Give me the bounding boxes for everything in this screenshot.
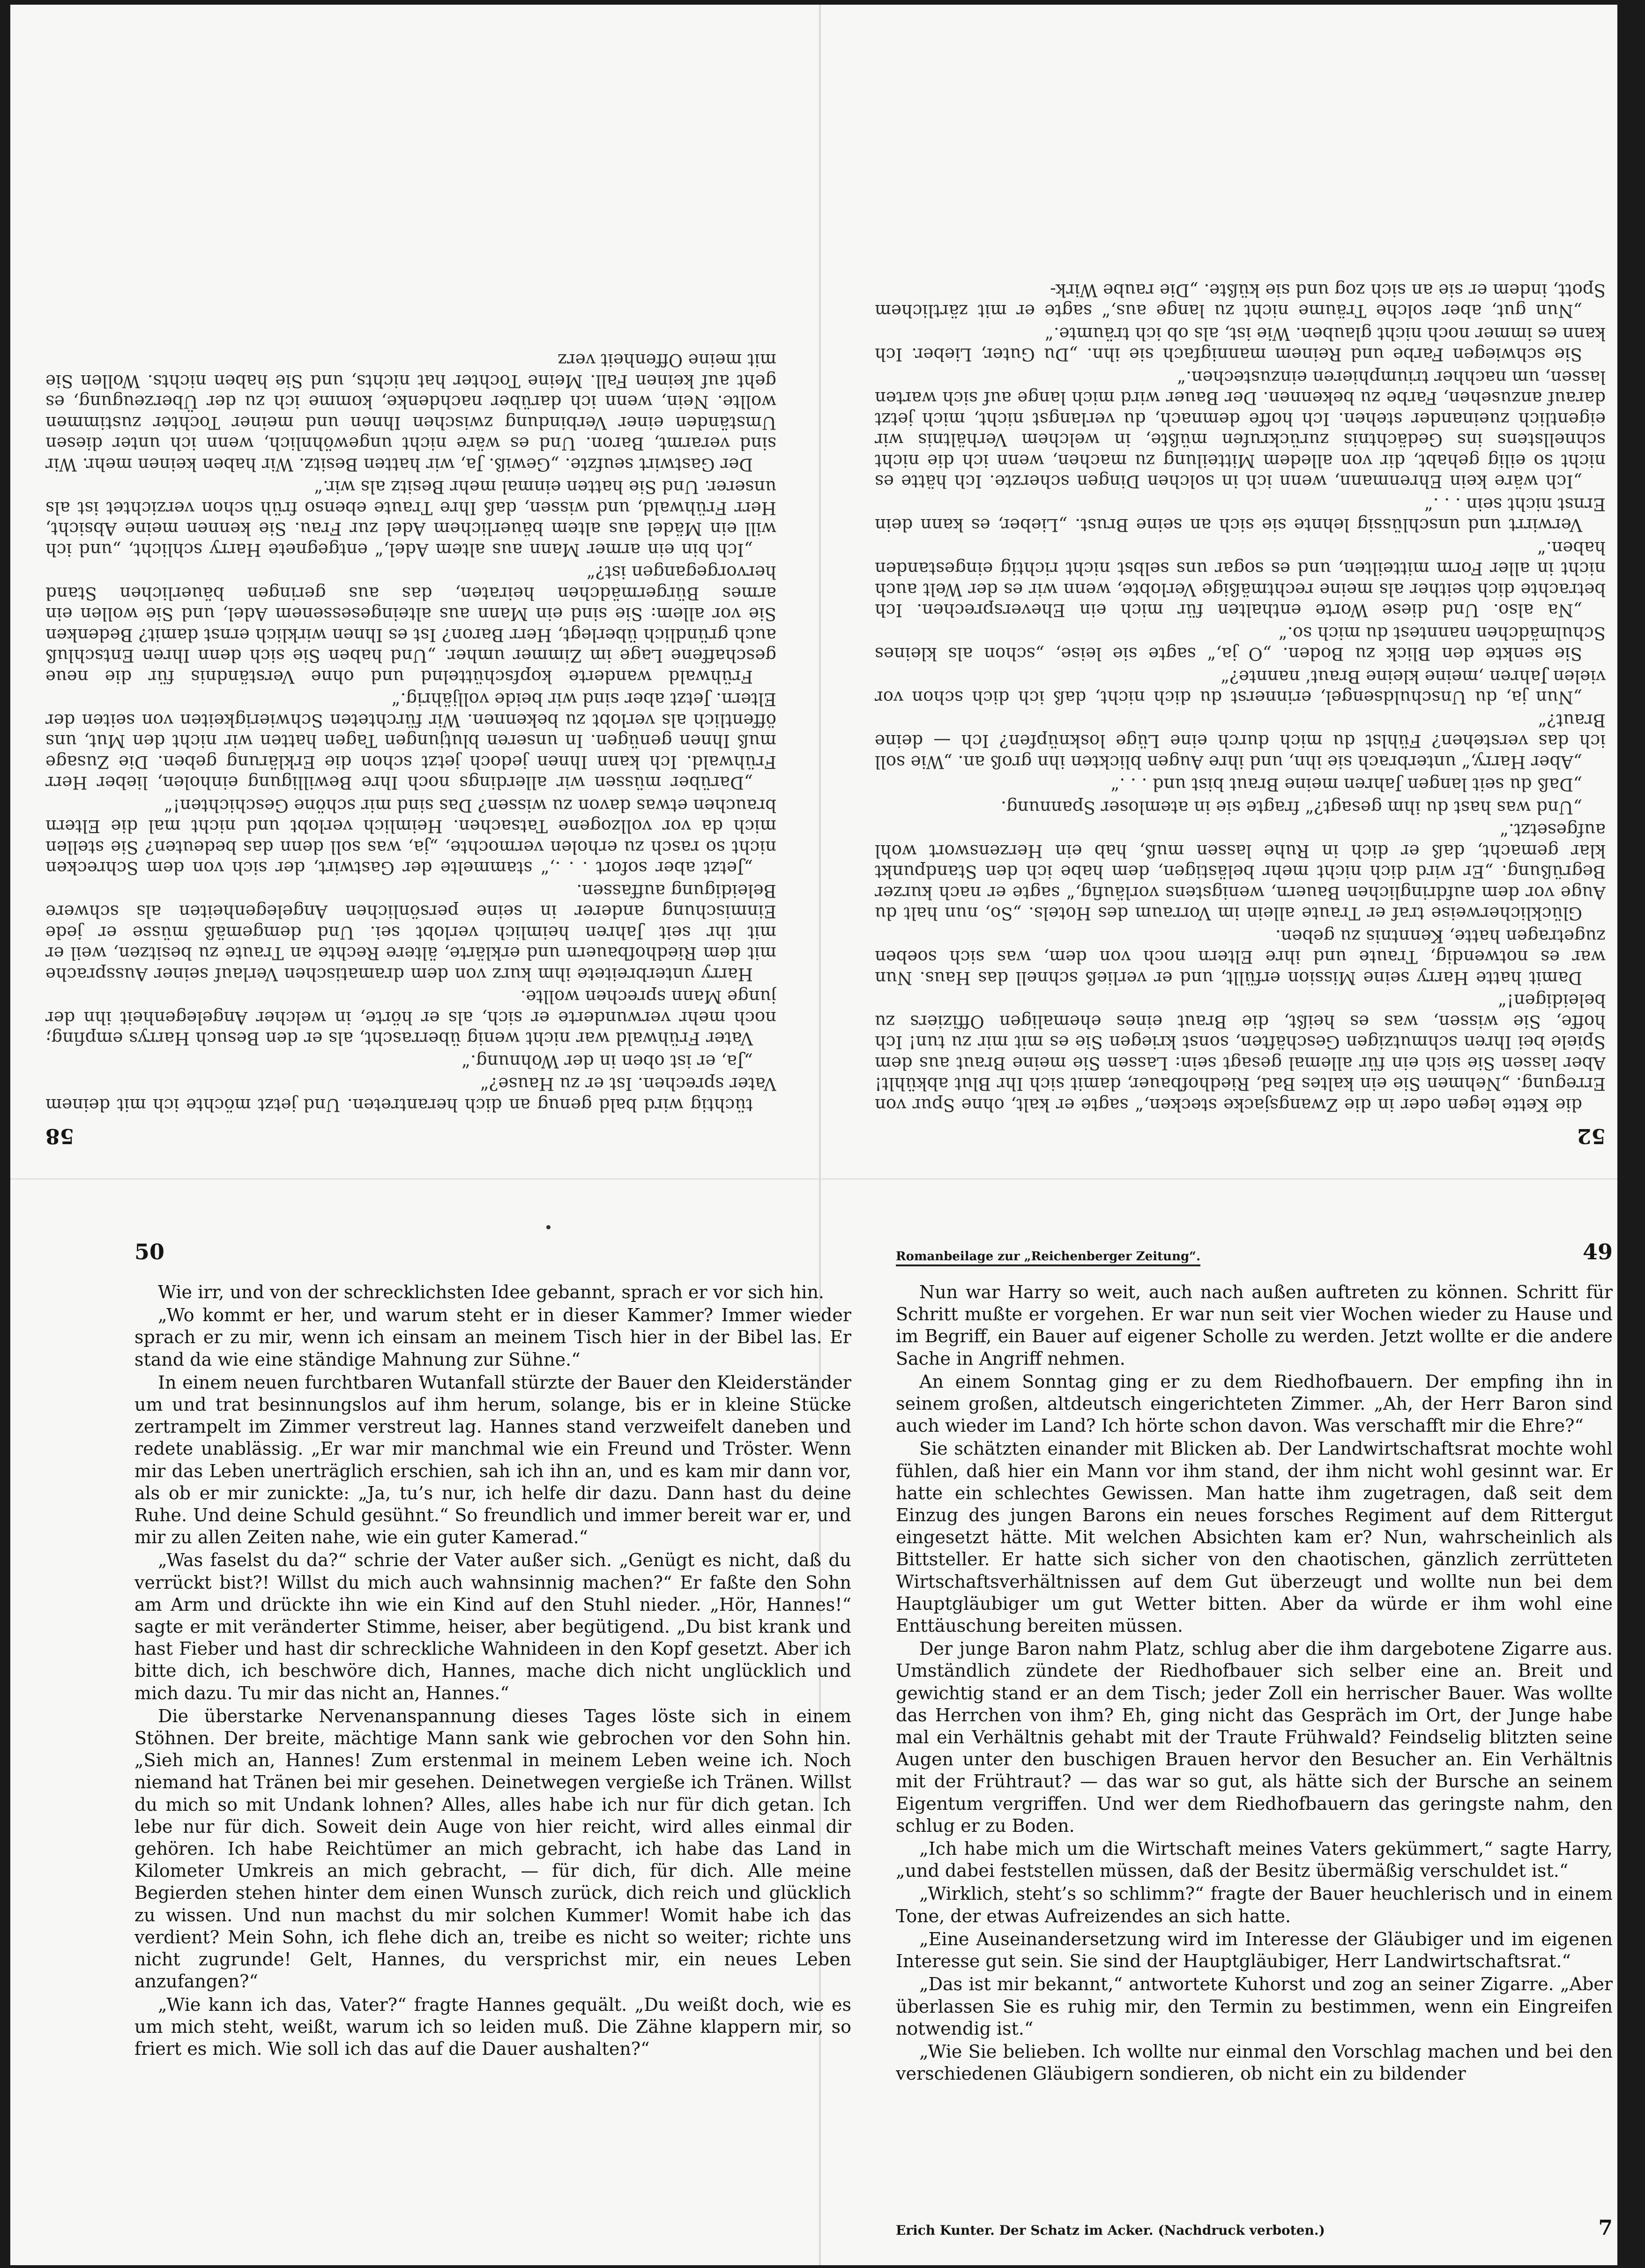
paragraph: „Ich bin ein armer Mann aus altem Adel,“ entgegnete Harry schlicht, „und ich will ein Mädel aus altem bäuerlichem Adel zur Frau. Sie kennen meine Absicht, Herr Frühwald, und wissen, daß Ihre Traute ebenso früh schon verzichtet ist als unserer. Und Sie hatten einmal mehr Besitz als wir.“ (45, 477, 776, 560)
paragraph: „Darüber müssen wir allerdings noch Ihre Bewilligung einholen, lieber Herr Frühwald. Ich kann Ihnen jedoch jetzt schon die Erklärung geben. Die Zusage muß Ihnen genügen. In unseren blutjungen Tagen hatten wir nicht den Mut, uns öffentlich als verlobt zu bekennen. Wir fürchteten Schwierigkeiten von seiten der Eltern. Jetzt aber sind wir beide volljährig.“ (45, 689, 776, 793)
paragraph: Sie senkte den Blick zu Boden. „O ja,“ sagte sie leise, „schon als kleines Schulmädchen nanntest du mich so.“ (875, 623, 1606, 664)
paragraph: „Wo kommt er her, und warum steht er in dieser Kammer? Immer wieder sprach er zu mir, wenn ich einsam an meinem Tisch hier in der Bibel las. Er stand da wie eine ständige Mahnung zur Sühne.“ (134, 1305, 851, 1370)
paragraph: „Nun ja, du Unschuldsengel, erinnerst du dich nicht, daß ich dich schon vor vielen Jahren ‚meine kleine Braut‘ nannte?“ (875, 667, 1606, 708)
upside-down-page-58 (45, 5, 776, 1148)
paragraph: „Und was hast du ihm gesagt?“ fragte sie in atemloser Spannung. (1001, 797, 1582, 818)
paragraph: In einem neuen furchtbaren Wutanfall stürzte der Bauer den Kleiderständer um und trat besinnungslos auf ihm herum, solange, bis er in kleine Stücke zertrampelt im Zimmer verstreut lag. Hannes stand verzweifelt daneben und redete unablässig. „Er war mir manchmal wie ein Freund und Tröster. Wenn mir das Leben unerträglich erschien, sah ich ihn an, und es kam mir dann vor, als ob er mir zunickte: „Ja, tu’s nur, ich helfe dir dazu. Dann hast du deine Ruhe. Und deine Schuld gesühnt.“ So freundlich und immer bereit war er, und mir zu allen Zeiten nahe, wie ein guter Kamerad.“ (134, 1372, 851, 1548)
page-footer (896, 2216, 1613, 2240)
paragraph: Der junge Baron nahm Platz, schlug aber die ihm dargebotene Zigarre aus. Umständlich zündete der Riedhofbauer sich selber eine an. Breit und gewichtig stand er an dem Tisch; jeder Zoll ein herrischer Bauer. Was wollte das Herrchen von ihm? Eh, ging nicht das Gespräch im Ort, der Junge habe mal ein Verhältnis gehabt mit der Traute Frühwald? Feindselig blitzten seine Augen unter den buschigen Brauen hervor den Besucher an. Ein Verhältnis mit der Frühtraut? — das war so gut, als hätte sich der Bursche an seinem Eigentum vergriffen. Und wer dem Riedhofbauern das geringste nahm, den schlug er zu Boden. (896, 1638, 1613, 1836)
page-text (875, 280, 1606, 1115)
paragraph: Sie schwiegen Farbe und Reinem mannigfach sie ihn. „Du Guter, Lieber. Ich kann es immer noch nicht glauben. Wie ist, als ob ich träumte.“ (875, 324, 1606, 365)
paragraph: Die überstarke Nervenanspannung dieses Tages löste sich in einem Stöhnen. Der breite, mächtige Mann sank wie gebrochen vor den Sohn hin. „Sieh mich an, Hannes! Zum erstenmal in meinem Leben weine ich. Noch niemand hat Tränen bei mir gesehen. Deinetwegen vergieße ich Tränen. Willst du mich so mit Undank lohnen? Alles, alles habe ich nur für dich getan. Ich lebe nur für dich. Soweit dein Auge von hier reicht, wird alles einmal dir gehören. Ich habe Reichtümer an mich gebracht, ich habe das Land in Kilometer Umkreis an mich gebracht, — für dich, für dich. Alle meine Begierden stehen hinter dem einen Wunsch zurück, dich reich und glücklich zu wissen. Und nun machst du mir solchen Kummer! Womit habe ich das verdient? Mein Sohn, ich flehe dich an, treibe es nicht so weiter; richte uns nicht zugrunde! Gelt, Hannes, du versprichst mir, ein neues Leben anzufangen?“ (134, 1705, 851, 1992)
paragraph: „Was faselst du da?“ schrie der Vater außer sich. „Genügt es nicht, daß du verrückt bist?! Willst du mich auch wahnsinnig machen?“ Er faßte den Sohn am Arm und drückte ihn wie ein Kind auf den Stuhl nieder. „Hör, Hannes!“ sagte er mit veränderter Stimme, heiser, aber begütigend. „Du bist krank und hast Fieber und hast dir schreckliche Wahnideen in den Kopf gesetzt. Aber ich bitte dich, ich beschwöre dich, Hannes, mache dich nicht unglücklich und mich dazu. Tu mir das nicht an, Hannes.“ (134, 1550, 851, 1703)
paragraph: Harry unterbreitete ihm kurz von dem dramatischen Verlauf seiner Aussprache mit dem Riedhofbauern und erklärte, ältere Rechte an Traute zu besitzen, weil er mit ihr seit Jahren heimlich verlobt sei. Und demgemäß müsse er jede Einmischung anderer in seine persönlichen Angelegenheiten als schwere Beleidigung auffassen. (45, 881, 776, 984)
paragraph: „Ich wäre kein Ehrenmann, wenn ich in solchen Dingen scherzte. Ich hätte es nicht so eilig gehabt, dir von alledem Mitteilung zu machen, wenn ich die nicht schnellstens ins Gedächtnis zurückrufen müßte, in welchem Verhältnis wir eigentlich zueinander stehen. Ich hoffe demnach, du verlangst nicht, mich jetzt darauf anzusehen, Farbe zu bekennen. Der Bauer wird mich lange auf sich warten lassen, um nachher triumphieren einzustechen.“ (875, 367, 1606, 492)
paragraph: „Aber Harry,“ unterbrach sie ihn, und ihre Augen blickten ihn groß an. „Wie soll ich das verstehen? Fühlst du mich durch eine Lüge losknüpfen? Ich — deine Braut?“ (875, 710, 1606, 772)
paragraph: tüchtig wird bald genug an dich herantreten. Und jetzt möchte ich mit deinem Vater sprechen. Ist er zu Hause?“ (45, 1074, 776, 1115)
running-header: Romanbeilage zur „Reichenberger Zeitung“. (896, 1249, 1200, 1266)
paragraph: „Wirklich, steht’s so schlimm?“ fragte der Bauer heuchlerisch und in einem Tone, der etwas Aufreizendes an sich hatte. (896, 1883, 1613, 1926)
paragraph: Nun war Harry so weit, auch nach außen auftreten zu können. Schritt für Schritt mußte er vorgehen. Er war nun seit vier Wochen wieder zu Hause und im Begriff, ein Bauer auf eigener Scholle zu werden. Jetzt wollte er die andere Sache in Angriff nehmen. (896, 1282, 1613, 1369)
footer-credit: Erich Kunter. Der Schatz im Acker. (Nachdruck verboten.) (896, 2223, 1325, 2238)
paragraph: Der Gastwirt seufzte. „Gewiß. Ja, wir hatten Besitz. Wir haben keinen mehr. Wir sind verarmt, Baron. Und es wäre nicht ungewöhnlich, wenn ich unter diesen Umständen einer Verbindung zwischen Ihnen und meiner Tochter zustimmen wollte. Nein, wenn ich darüber nachdenke, komme ich zu der Überzeugung, es geht auf keinen Fall. Meine Tochter hat nichts, und Sie haben nichts. Wollen Sie mit meine Offenheit verz (45, 350, 776, 475)
paragraph: „Wie Sie belieben. Ich wollte nur einmal den Vorschlag machen und bei den verschiedenen Gläubigern sondieren, ob nicht ein zu bildender (896, 2041, 1613, 2084)
page-number: 50 (134, 1239, 165, 1264)
page-number: 49 (1582, 1239, 1613, 1264)
paragraph: „Wie kann ich das, Vater?“ fragte Hannes gequält. „Du weißt doch, wie es um mich steht, weißt, warum ich so leiden muß. Die Zähne klappern mir, so friert es mich. Wie soll ich das auf die Dauer aushalten?“ (134, 1994, 851, 2059)
paragraph: Damit hatte Harry seine Mission erfüllt, und er verließ schnell das Haus. Nun war es notwendig, Traute und ihre Eltern noch von dem, was sich soeben zugetragen hatte, Kenntnis zu geben. (875, 926, 1606, 988)
paragraph: Frühwald wanderte kopfschüttelnd und ohne Verständnis für die neue geschaffene Lage im Zimmer umher. „Und haben Sie sich denn Ihren Entschluß auch gründlich überlegt, Herr Baron? Ist es Ihnen wirklich ernst damit? Bedenken Sie vor allem: Sie sind ein Mann aus alteingesessenem Adel, und Sie wollen ein armes Bürgermädchen heiraten, das aus geringen bäuerlichen Stand hervorgegangen ist?“ (45, 562, 776, 687)
paragraph: Sie schätzten einander mit Blicken ab. Der Landwirtschaftsrat mochte wohl fühlen, daß hier ein Mann vor ihm stand, der ihm nicht wohl gesinnt war. Er hatte ein schlechtes Gewissen. Man hatte ihm zugetragen, daß seit dem Einzug des jungen Barons ein neues forsches Regiment auf dem Rittergut eingesetzt hätte. Mit welchen Absichten kam er? Nun, wahrscheinlich als Bittsteller. Er hatte sich sicher von den chaotischen, gänzlich zerrütteten Wirtschaftsverhältnissen auf dem Gut überzeugt und wollte nun bei dem Hauptgläubiger um gut Wetter bitten. Aber da würde er ihm wohl eine Enttäuschung bereiten müssen. (896, 1438, 1613, 1636)
paragraph: An einem Sonntag ging er zu dem Riedhofbauern. Der empfing ihn in seinem großen, altdeutsch eingerichteten Zimmer. „Ah, der Herr Baron sind auch wieder im Land? Ich hörte schon davon. Was verschafft mir die Ehre?“ (896, 1371, 1613, 1436)
upside-down-page-52 (875, 5, 1606, 1148)
paragraph: „Nun gut, aber solche Träume nicht zu lange aus,“ sagte er mit zärtlichem Spott, indem er sie an sich zog und sie küßte. „Die raube Wirk- (875, 280, 1606, 321)
paragraph: „Ja, er ist oben in der Wohnung.“ (461, 1051, 753, 1071)
paragraph: „Das ist mir bekannt,“ antwortete Kuhorst und zog an seiner Zigarre. „Aber überlassen Sie es ruhig mir, den Termin zu bestimmen, wenn ein Eingreifen notwendig ist.“ (896, 1974, 1613, 2039)
paragraph: Wie irr, und von der schrecklichsten Idee gebannt, sprach er vor sich hin. (158, 1282, 825, 1302)
paragraph: Verwirrt und unschlüssig lehnte sie sich an seine Brust. „Lieber, es kann dein Ernst nicht sein . . .“ (875, 494, 1606, 535)
signature-number: 7 (1598, 2216, 1613, 2240)
page-50 (134, 1239, 851, 2246)
paragraph: „Eine Auseinandersetzung wird im Interesse der Gläubiger und im eigenen Interesse gut sein. Sie sind der Hauptgläubiger, Herr Landwirtschaftsrat.“ (896, 1928, 1613, 1972)
sheet-crease (10, 1178, 1617, 1180)
paragraph: „Daß du seit langen Jahren meine Braut bist und . . .“ (1110, 774, 1582, 795)
paragraph: „Ich habe mich um die Wirtschaft meines Vaters gekümmert,“ sagte Harry, „und dabei feststellen müssen, daß der Besitz übermäßig verschuldet ist.“ (896, 1838, 1613, 1881)
page-text (134, 1281, 851, 2061)
ink-dot (546, 1225, 551, 1229)
page-text (896, 1281, 1613, 2086)
page-49 (896, 1239, 1613, 2246)
paragraph: Glücklicherweise traf er Traute allein im Vorraum des Hotels. „So, nun halt du Auge vor dem aufdringlichen Bauern, wenigstens vorläufig,“ sagte er nach kurzer Begrüßung. „Er wird dich nicht mehr belästigen, dem habe ich den Standpunkt klar gemacht, daß er dich in Ruhe lassen muß, hab ein Herzenswort wohl aufgesetzt.“ (875, 820, 1606, 924)
page-text (45, 349, 776, 1115)
scanned-sheet (10, 5, 1617, 2265)
page-number: 58 (45, 1124, 74, 1148)
paragraph: „Jetzt aber sofort . . .,“ stammelte der Gastwirt, der sich von dem Schrecken nicht so rasch zu erholen vermochte, „ja, was soll denn das bedeuten? Sie stellen mich da vor vollzogene Tatsachen. Heimlich verlobt und nicht mal die Eltern brauchen etwas davon zu wissen? Das sind mir schöne Geschichten!“ (45, 796, 776, 878)
paragraph: „Na also. Und diese Worte enthalten für mich ein Eheversprechen. Ich betrachte dich seither als meine rechtmäßige Verlobte, wenn wir es der Welt auch nicht in aller Form mitteilten, und es sogar uns selbst nicht richtig eingestanden haben.“ (875, 538, 1606, 621)
paragraph: die Kette legen oder in die Zwangsjacke stecken,“ sagte er kalt, ohne Spur von Erregung. „Nehmen Sie ein kaltes Bad, Riedhofbauer, damit sich Ihr Blut abkühlt! Aber lassen Sie sich ein für allemal gesagt sein: Lassen Sie meine Braut aus dem Spiele bei Ihren schmutzigen Geschäften, sonst kriegen Sie es mit mir zu tun! Ich hoffe, Sie wissen, was es heißt, die Braut eines ehemaligen Offiziers zu beleidigen!“ (875, 990, 1606, 1115)
paragraph: Vater Frühwald war nicht wenig überrascht, als er den Besuch Harrys empfing; noch mehr verwunderte er sich, als er hörte, in welcher Angelegenheit ihn der junge Mann sprechen wollte. (45, 987, 776, 1049)
page-number: 52 (1577, 1124, 1606, 1148)
